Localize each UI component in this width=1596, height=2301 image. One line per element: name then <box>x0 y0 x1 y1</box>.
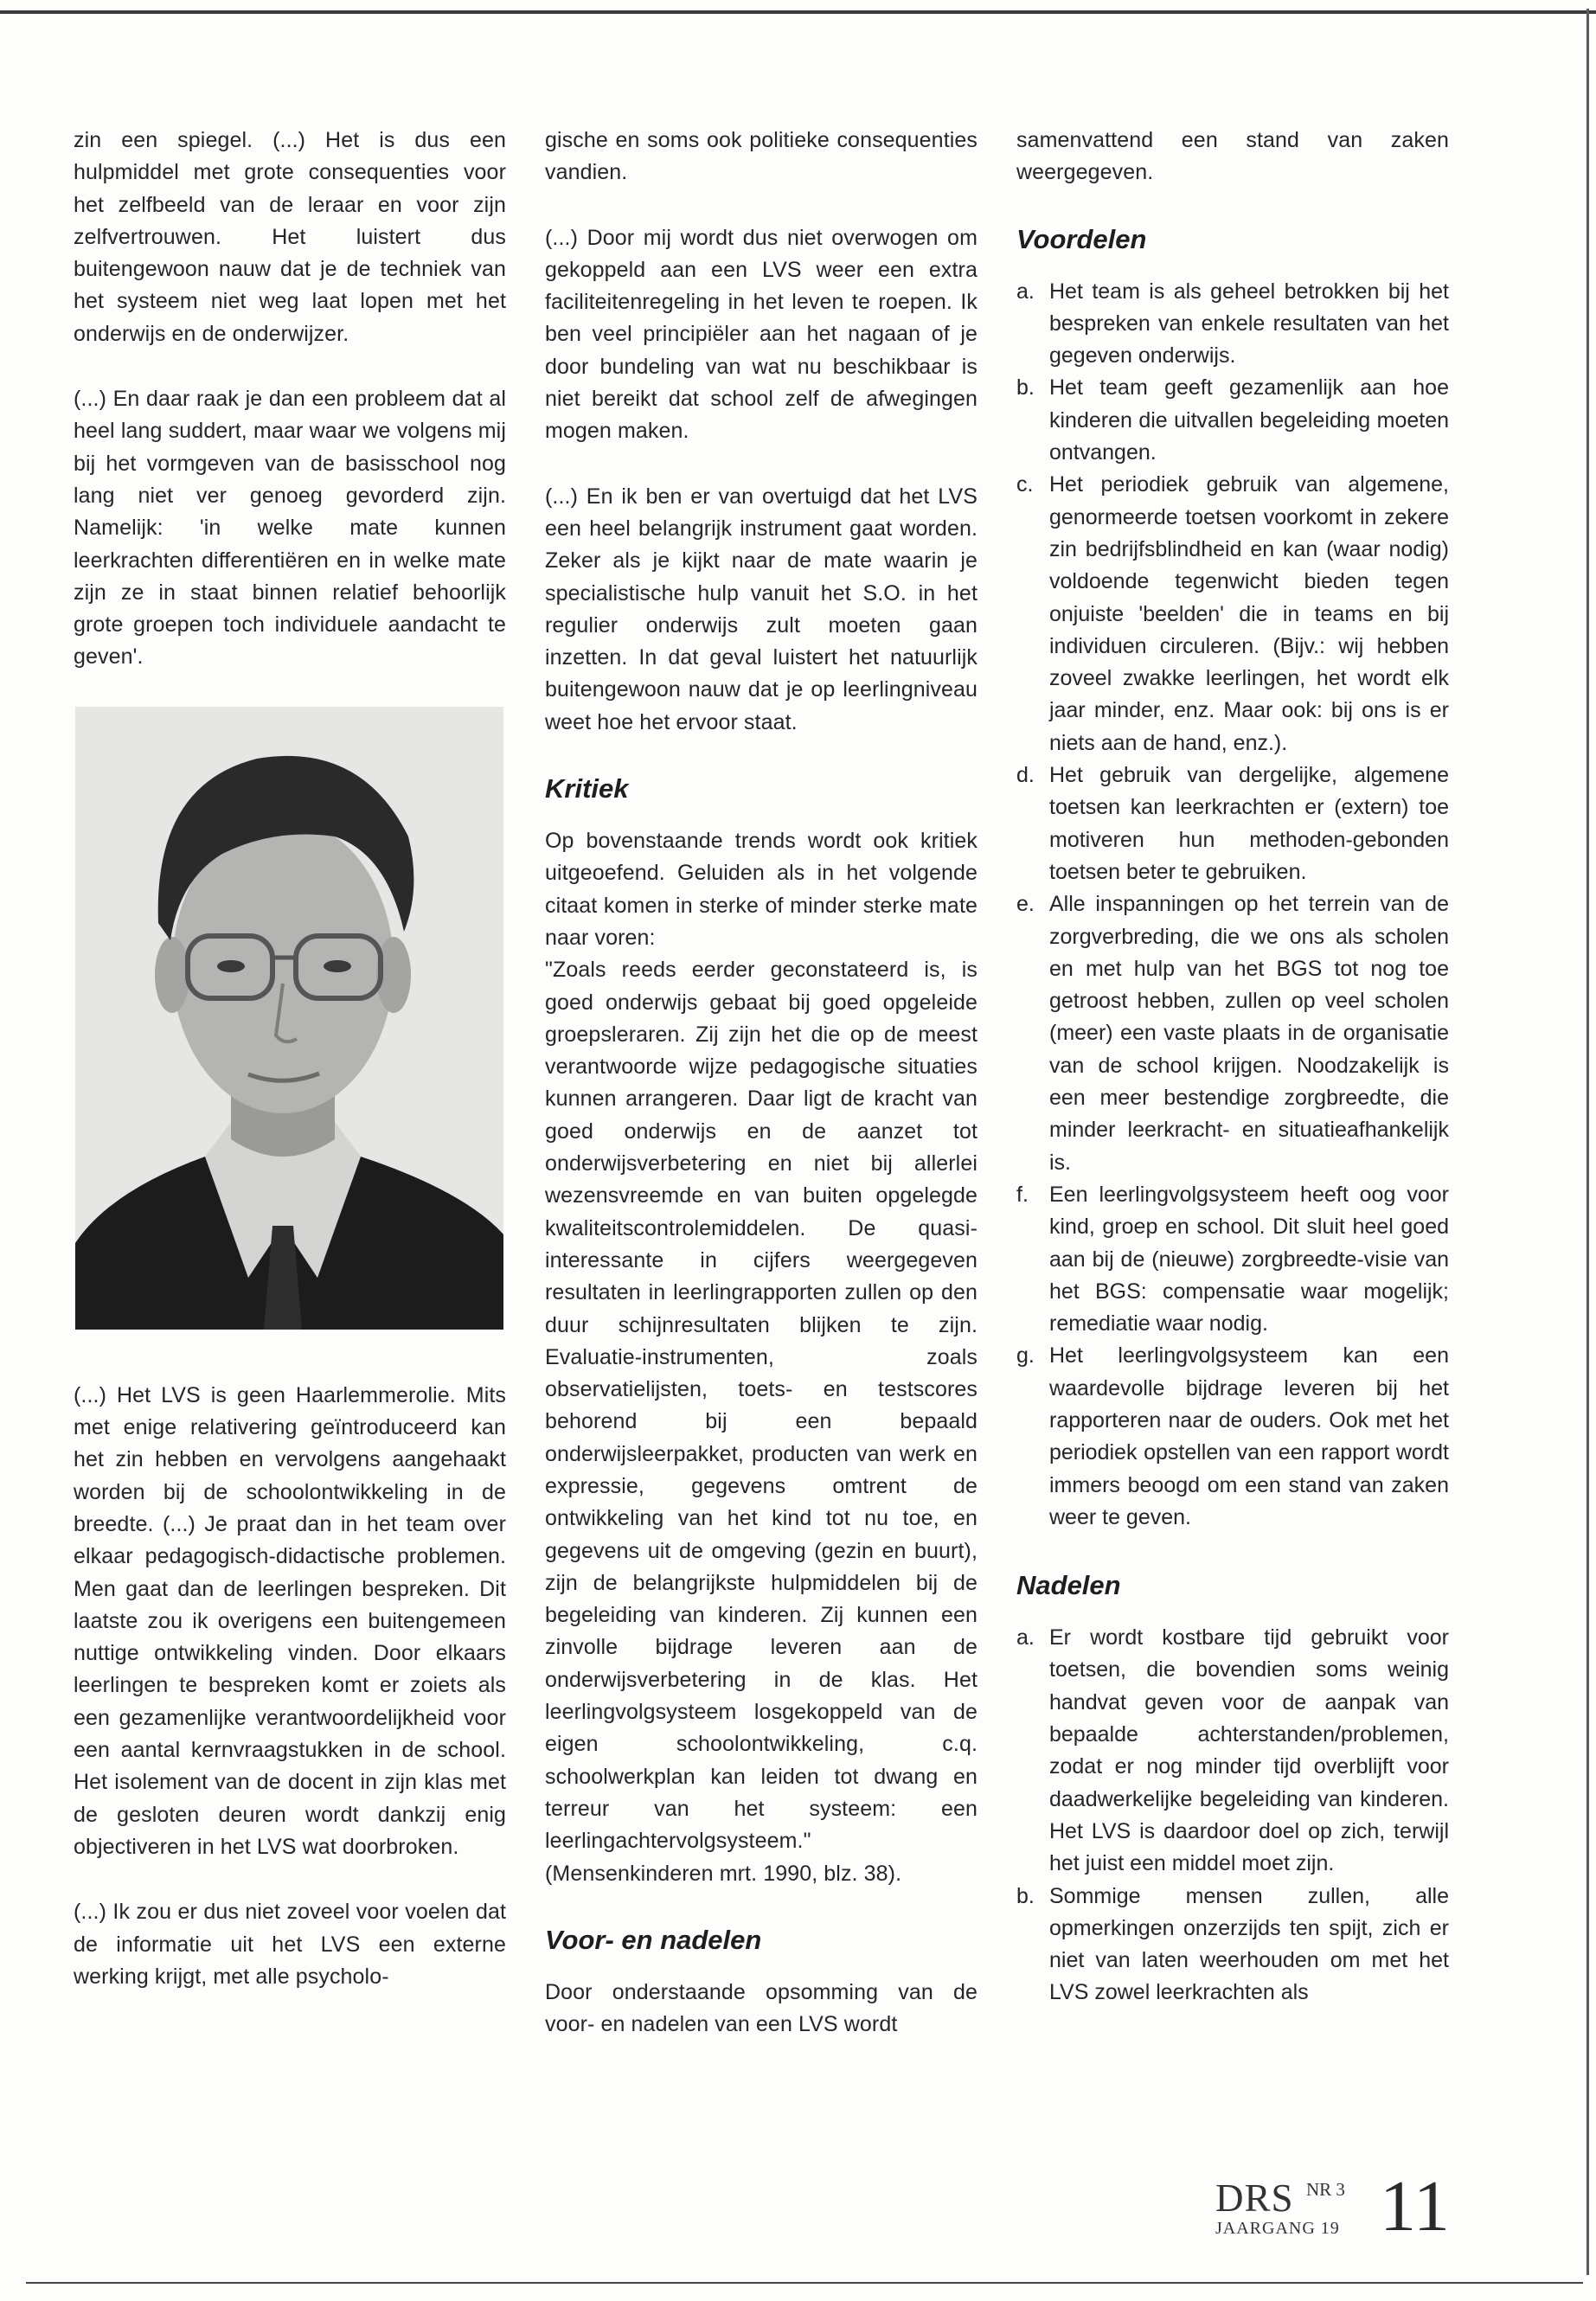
list-item: e. Alle inspanningen op het terrein van de zorgverbreding, die we ons als scholen en met hulp van het BGS tot nog toe getroost hebben, zullen op veel scholen (meer) een vaste plaats in de organisatie van de school krijgen. Noodzakelijk is een meer bestendige zorgbreedte, die minder leerkracht- en situatieafhankelijk is. <box>1016 892 1449 1175</box>
list-item: b. Sommige mensen zullen, alle opmerkingen onzerzijds ten spijt, zich er niet van laten weerhouden om met het LVS zowel leerkrachten als <box>1016 1883 1449 2005</box>
paragraph: Door onderstaande opsomming van de voor- en nadelen van een LVS wordt <box>545 1979 977 2037</box>
page-footer <box>1215 2166 1475 2253</box>
list-item: b. Het team geeft gezamenlijk aan hoe kinderen die uitvallen begeleiding moeten ontvangen. <box>1016 375 1449 465</box>
top-border <box>0 10 1596 14</box>
voordelen-list <box>1016 276 1449 1535</box>
section-heading-voor-en-nadelen: Voor- en nadelen <box>545 1924 762 1955</box>
paragraph: (...) Het LVS is geen Haarlemmerolie. Mits met enige relativering geïntroduceerd kan het zin hebben en vervolgens aangehaakt worden bij de schoolontwikkeling in de breedte. (...) Je praat dan in het team over elkaar pedagogisch-didactische problemen. Men gaat dan de leerlingen bespreken. Dit laatste zou ik overigens een buitengemeen nuttige ontwikkeling vinden. Door elkaars leerlingen te bespreken komt er zoiets als een gezamenlijke verantwoordelijkheid voor een aantal kernvraagstukken in de school. Het isolement van de docent in zijn klas met de gesloten deuren wordt dankzij enig objectiveren in het LVS wat doorbroken. <box>74 1382 506 1859</box>
column-2 <box>545 125 977 2073</box>
page-number: 11 <box>1380 2166 1450 2247</box>
paragraph: (...) En ik ben er van overtuigd dat het LVS een heel belangrijk instrument gaat worden. Zeker als je kijkt naar de mate waarin je specialistische hulp vanuit het S.O. in het regulier onderwijs zult moeten gaan inzetten. In dat geval luistert het natuurlijk buitengewoon nauw dat je op leerlingniveau weet hoe het ervoor staat. <box>545 484 977 734</box>
bottom-border <box>26 2282 1583 2284</box>
volume-label: JAARGANG 19 <box>1215 2219 1340 2238</box>
nadelen-list <box>1016 1622 1449 2009</box>
magazine-title: DRS <box>1215 2176 1294 2220</box>
column-1 <box>74 125 506 2026</box>
list-item: f. Een leerlingvolgsysteem heeft oog voor kind, groep en school. Dit sluit heel goed aan bij de (nieuwe) zorgbreedte-visie van het BGS: compensatie waar mogelijk; remediatie waar nodig. <box>1016 1182 1449 1336</box>
paragraph: (...) Ik zou er dus niet zoveel voor voelen dat de informatie uit het LVS een externe werking krijgt, met alle psycholo- <box>74 1900 506 1989</box>
paragraph: (...) En daar raak je dan een probleem dat al heel lang suddert, maar waar we volgens mij bij het vormgeven van de basisschool nog lang niet ver genoeg gevorderd zijn. Namelijk: 'in welke mate kunnen leerkrachten differentiëren en in welke mate zijn ze in staat binnen relatief behoorlijk grote groepen toch individuele aandacht te geven'. <box>74 387 506 670</box>
paragraph: gische en soms ook politieke consequenties vandien. <box>545 128 977 185</box>
section-heading-kritiek: Kritiek <box>545 773 629 804</box>
paragraph: samenvattend een stand van zaken weergegeven. <box>1016 128 1449 185</box>
list-item: a. Er wordt kostbare tijd gebruikt voor toetsen, die bovendien soms weinig handvat geven voor de aanpak van bepaalde achterstanden/problemen, zodat er nog minder tijd overblijft voor daadwerkelijke begeleiding van kinderen. Het LVS is daardoor doel op zich, terwijl het juist een middel moet zijn. <box>1016 1625 1449 1876</box>
quote-paragraph: "Zoals reeds eerder geconstateerd is, is goed onderwijs gebaat bij goed opgeleide groepsleraren. Zij zijn het die op de meest verantwoorde wijze pedagogische situaties kunnen arrangeren. Daar ligt de kracht van goed onderwijs en de aanzet tot onderwijsverbetering en niet bij allerlei wezensvreemde en van buiten opgelegde kwaliteitscontrolemiddelen. De quasi-interessante in cijfers weergegeven resultaten in leerlingrapporten zullen op den duur schijnresultaten blijken te zijn. Evaluatie-instrumenten, zoals observatielijsten, toets- en testscores behorend bij een bepaald onderwijsleerpakket, producten van werk en expressie, gegevens omtrent de ontwikkeling van het kind tot nu toe, en gegevens uit de omgeving (gezin en buurt), zijn de belangrijkste hulpmiddelen bij de begeleiding van kinderen. Zij kunnen een zinvolle bijdrage leveren aan de onderwijsverbetering in de klas. Het leerlingvolgsysteem losgekoppeld van de eigen schoolontwikkeling, c.q. schoolwerkplan kan leiden tot dwang en terreur van het systeem: een leerlingachtervolgsysteem." (Mensenkinderen mrt. 1990, blz. 38). <box>545 958 977 1886</box>
list-item: d. Het gebruik van dergelijke, algemene toetsen kan leerkrachten er (extern) toe motiveren hun methoden-gebonden toetsen beter te gebruiken. <box>1016 763 1449 884</box>
issue-number: NR 3 <box>1306 2179 1345 2200</box>
paragraph: Op bovenstaande trends wordt ook kritiek uitgeoefend. Geluiden als in het volgende citaat komen in sterke of minder sterke mate naar voren: <box>545 829 977 950</box>
paragraph: zin een spiegel. (...) Het is dus een hulpmiddel met grote consequenties voor het zelfbeeld van de leraar en voor zijn zelfvertrouwen. Het luistert dus buitengewoon nauw dat je de techniek van het systeem niet weg laat lopen met het onderwijs en de onderwijzer. <box>74 128 506 346</box>
section-heading-nadelen: Nadelen <box>1016 1570 1121 1601</box>
list-item: a. Het team is als geheel betrokken bij het bespreken van enkele resultaten van het gegeven onderwijs. <box>1016 279 1449 369</box>
right-border <box>1586 9 1589 2275</box>
section-heading-voordelen: Voordelen <box>1016 223 1147 254</box>
portrait-photo <box>75 707 503 1330</box>
paragraph: (...) Door mij wordt dus niet overwogen om gekoppeld aan een LVS weer een extra faciliteitenregeling in het leven te roepen. Ik ben veel principiëler aan het nagaan of je door bundeling van wat nu beschikbaar is niet bereikt dat school zelf de afwegingen mogen maken. <box>545 225 977 444</box>
list-item: c. Het periodiek gebruik van algemene, genormeerde toetsen voorkomt in zekere zin bedrijfsblindheid en kan (waar nodig) voldoende tegenwicht bieden tegen onjuiste 'beelden' die in teams en bij individuen circuleren. (Bijv.: wij hebben zoveel zwakke leerlingen, het wordt elk jaar minder, enz. Maar ook: bij ons is er niets aan de hand, enz.). <box>1016 472 1449 755</box>
list-item: g. Het leerlingvolgsysteem kan een waardevolle bijdrage leveren bij het rapporteren naar de ouders. Ook met het periodiek opstellen van een rapport wordt immers beoogd om een stand van zaken weer te geven. <box>1016 1343 1449 1529</box>
column-3 <box>1016 125 1449 2009</box>
portrait-illustration <box>75 707 503 1330</box>
